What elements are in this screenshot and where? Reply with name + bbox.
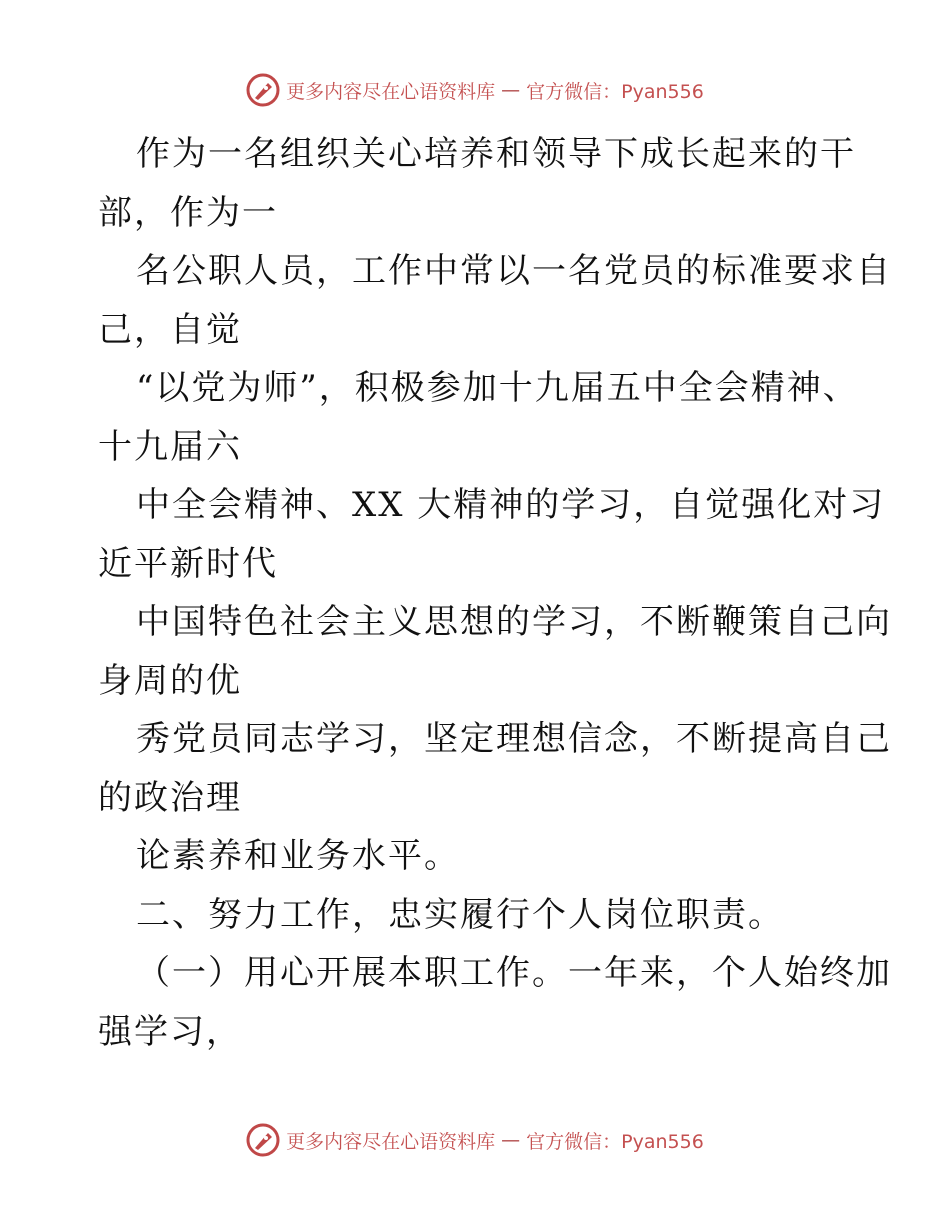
footer-watermark xyxy=(0,1120,950,1160)
watermark-contact-text: 官方微信：Pyan556 xyxy=(526,1130,704,1153)
watermark-separator: — xyxy=(501,1129,521,1151)
text-line: （一）用心开展本职工作。一年来，个人始终加 xyxy=(136,953,892,993)
text-line: 十九届六 xyxy=(98,426,242,467)
text-line: 中全会精神、XX 大精神的学习，自觉强化对习 xyxy=(136,485,886,525)
text-line: 秀党员同志学习，坚定理想信念，不断提高自己 xyxy=(136,719,892,759)
text-line: 二、努力工作，忠实履行个人岗位职责。 xyxy=(136,894,784,935)
text-line: “以党为师”，积极参加十九届五中全会精神、 xyxy=(136,368,859,408)
text-line: 身周的优 xyxy=(98,660,242,701)
text-line: 部，作为一 xyxy=(98,192,278,233)
watermark-site-text: 更多内容尽在心语资料库 xyxy=(286,1130,496,1153)
text-line: 作为一名组织关心培养和领导下成长起来的干 xyxy=(136,134,856,174)
header-watermark xyxy=(0,70,950,110)
watermark-separator: — xyxy=(501,79,521,101)
pen-nib-logo-icon xyxy=(246,73,280,107)
watermark-contact-text: 官方微信：Pyan556 xyxy=(526,80,704,103)
text-line: 中国特色社会主义思想的学习，不断鞭策自己向 xyxy=(136,602,892,642)
text-line: 名公职人员，工作中常以一名党员的标准要求自 xyxy=(136,251,892,291)
pen-nib-logo-icon xyxy=(246,1123,280,1157)
text-line: 论素养和业务水平。 xyxy=(136,836,460,876)
document-body xyxy=(98,125,892,1061)
text-line: 强学习， xyxy=(98,1011,242,1052)
text-line: 己，自觉 xyxy=(98,309,242,350)
text-line: 近平新时代 xyxy=(98,543,278,584)
watermark-site-text: 更多内容尽在心语资料库 xyxy=(286,80,496,103)
text-line: 的政治理 xyxy=(98,777,242,818)
